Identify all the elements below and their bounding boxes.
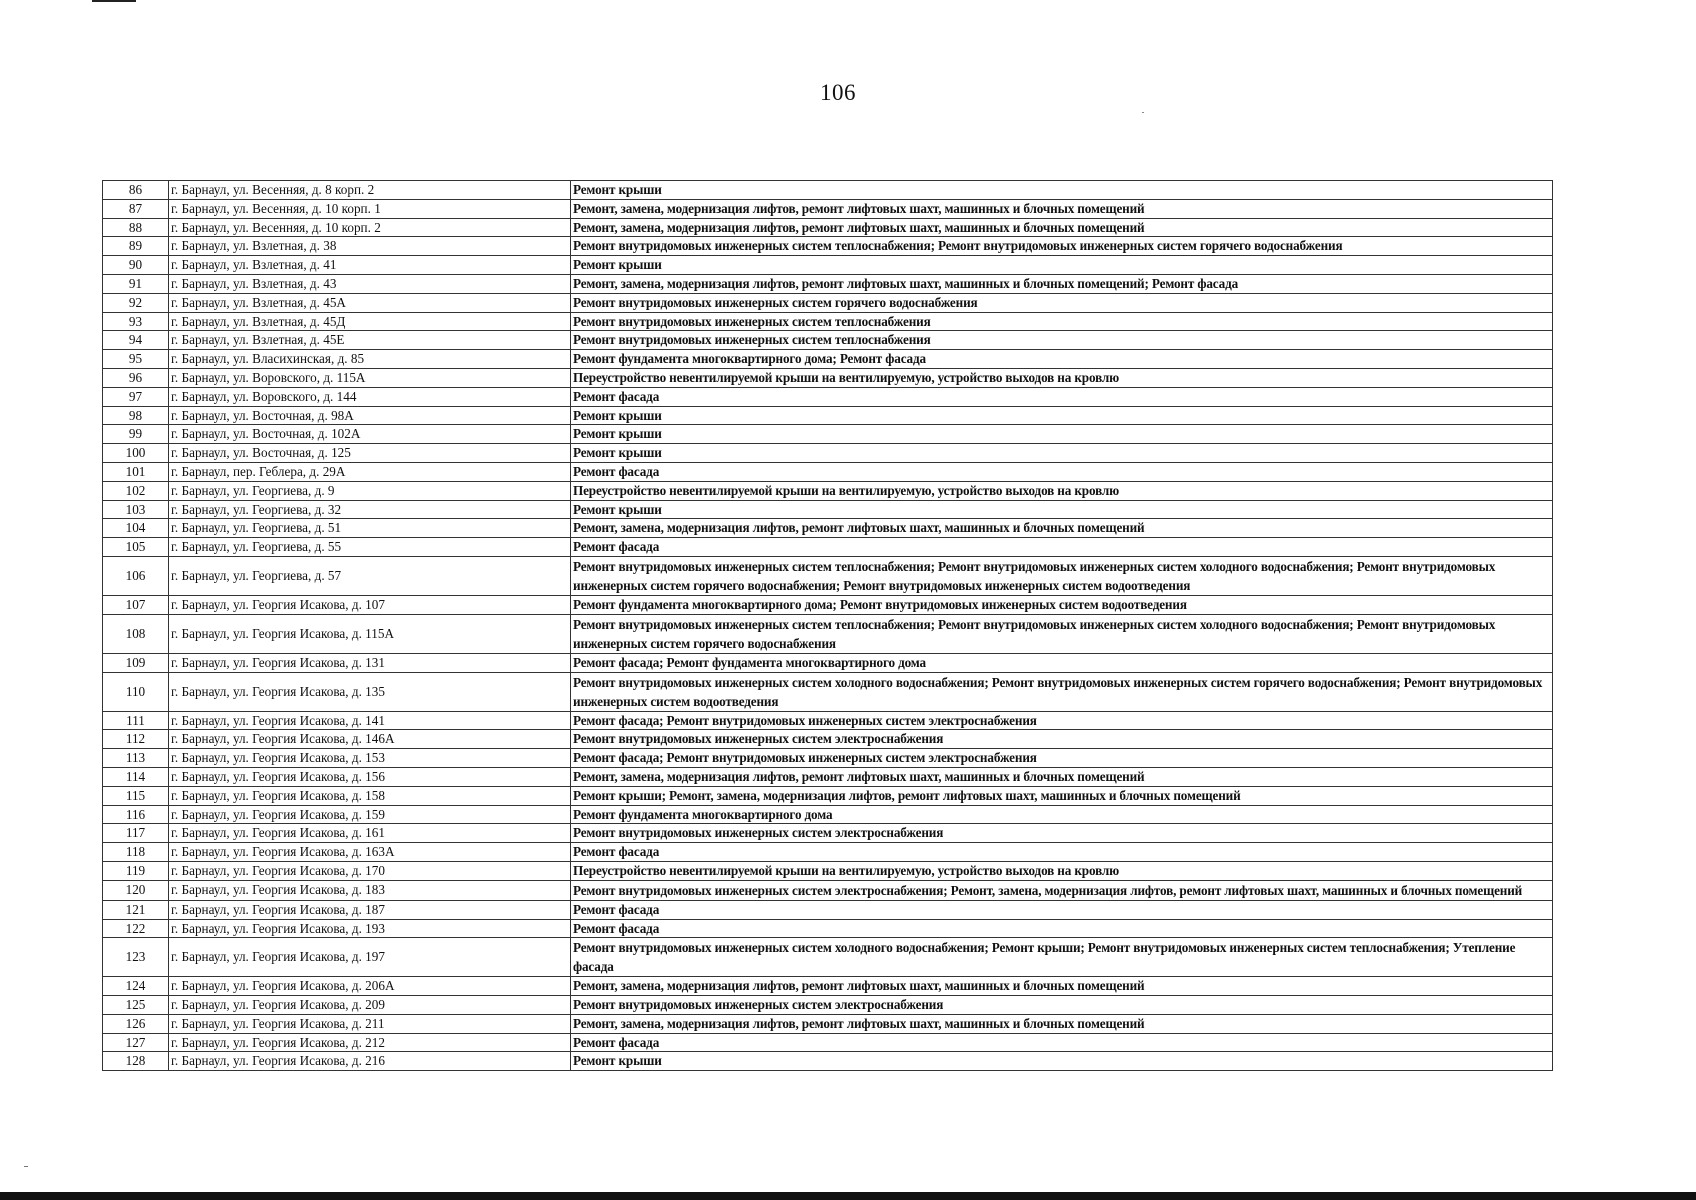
address-cell: г. Барнаул, ул. Георгия Исакова, д. 216 <box>169 1052 571 1071</box>
top-edge-mark <box>92 0 136 2</box>
address-cell: г. Барнаул, ул. Георгия Исакова, д. 156 <box>169 767 571 786</box>
work-type-cell: Ремонт внутридомовых инженерных систем теплоснабжения; Ремонт внутридомовых инженерных систем холодного водоснабжения; Ремонт внутридомовых инженерных систем горячего водоснабжения <box>571 614 1553 653</box>
table-row <box>103 711 1553 730</box>
work-type-cell: Ремонт фасада; Ремонт фундамента многоквартирного дома <box>571 653 1553 672</box>
work-type-cell: Ремонт, замена, модернизация лифтов, ремонт лифтовых шахт, машинных и блочных помещений <box>571 1014 1553 1033</box>
table-row <box>103 218 1553 237</box>
work-type-cell: Ремонт фундамента многоквартирного дома; Ремонт фасада <box>571 350 1553 369</box>
table-body <box>103 181 1553 1071</box>
table-row <box>103 786 1553 805</box>
address-cell: г. Барнаул, ул. Георгия Исакова, д. 115А <box>169 614 571 653</box>
address-cell: г. Барнаул, ул. Георгия Исакова, д. 161 <box>169 824 571 843</box>
work-type-cell: Ремонт, замена, модернизация лифтов, ремонт лифтовых шахт, машинных и блочных помещений <box>571 199 1553 218</box>
work-type-cell: Ремонт, замена, модернизация лифтов, ремонт лифтовых шахт, машинных и блочных помещений <box>571 218 1553 237</box>
table-row <box>103 237 1553 256</box>
row-number-cell: 99 <box>103 425 169 444</box>
work-type-cell: Ремонт фасада; Ремонт внутридомовых инженерных систем электроснабжения <box>571 749 1553 768</box>
table-row <box>103 749 1553 768</box>
work-type-cell: Ремонт внутридомовых инженерных систем электроснабжения <box>571 730 1553 749</box>
row-number-cell: 89 <box>103 237 169 256</box>
work-type-cell: Ремонт фасада <box>571 919 1553 938</box>
address-cell: г. Барнаул, ул. Георгия Исакова, д. 197 <box>169 938 571 977</box>
table-row <box>103 444 1553 463</box>
work-type-cell: Ремонт, замена, модернизация лифтов, ремонт лифтовых шахт, машинных и блочных помещений <box>571 519 1553 538</box>
work-type-cell: Ремонт крыши <box>571 256 1553 275</box>
row-number-cell: 108 <box>103 614 169 653</box>
address-cell: г. Барнаул, ул. Воровского, д. 144 <box>169 387 571 406</box>
address-cell: г. Барнаул, ул. Георгиева, д. 55 <box>169 538 571 557</box>
work-type-cell: Ремонт внутридомовых инженерных систем холодного водоснабжения; Ремонт крыши; Ремонт внутридомовых инженерных систем теплоснабжения; Утепление фасада <box>571 938 1553 977</box>
address-cell: г. Барнаул, ул. Восточная, д. 98А <box>169 406 571 425</box>
table-row <box>103 900 1553 919</box>
row-number-cell: 86 <box>103 181 169 200</box>
row-number-cell: 92 <box>103 293 169 312</box>
table-row <box>103 425 1553 444</box>
address-cell: г. Барнаул, ул. Георгия Исакова, д. 163А <box>169 843 571 862</box>
address-cell: г. Барнаул, ул. Георгия Исакова, д. 212 <box>169 1033 571 1052</box>
row-number-cell: 98 <box>103 406 169 425</box>
table-row <box>103 938 1553 977</box>
row-number-cell: 113 <box>103 749 169 768</box>
address-cell: г. Барнаул, ул. Власихинская, д. 85 <box>169 350 571 369</box>
address-cell: г. Барнаул, ул. Георгия Исакова, д. 159 <box>169 805 571 824</box>
row-number-cell: 109 <box>103 653 169 672</box>
table-row <box>103 653 1553 672</box>
address-cell: г. Барнаул, ул. Георгия Исакова, д. 206А <box>169 977 571 996</box>
table-row <box>103 350 1553 369</box>
work-type-cell: Ремонт внутридомовых инженерных систем электроснабжения <box>571 824 1553 843</box>
work-type-cell: Ремонт внутридомовых инженерных систем теплоснабжения; Ремонт внутридомовых инженерных систем горячего водоснабжения <box>571 237 1553 256</box>
work-type-cell: Ремонт, замена, модернизация лифтов, ремонт лифтовых шахт, машинных и блочных помещений <box>571 767 1553 786</box>
work-type-cell: Ремонт, замена, модернизация лифтов, ремонт лифтовых шахт, машинных и блочных помещений; Ремонт фасада <box>571 274 1553 293</box>
work-type-cell: Ремонт крыши <box>571 1052 1553 1071</box>
table-row <box>103 730 1553 749</box>
address-cell: г. Барнаул, ул. Георгия Исакова, д. 183 <box>169 880 571 900</box>
table-row <box>103 767 1553 786</box>
row-number-cell: 111 <box>103 711 169 730</box>
table-row <box>103 406 1553 425</box>
table-row <box>103 387 1553 406</box>
work-type-cell: Ремонт фасада <box>571 387 1553 406</box>
address-cell: г. Барнаул, ул. Георгия Исакова, д. 170 <box>169 861 571 880</box>
address-cell: г. Барнаул, ул. Воровского, д. 115А <box>169 368 571 387</box>
work-type-cell: Ремонт крыши; Ремонт, замена, модернизация лифтов, ремонт лифтовых шахт, машинных и блочных помещений <box>571 786 1553 805</box>
row-number-cell: 115 <box>103 786 169 805</box>
table-row <box>103 556 1553 595</box>
table-row <box>103 331 1553 350</box>
address-cell: г. Барнаул, ул. Георгия Исакова, д. 141 <box>169 711 571 730</box>
table-row <box>103 595 1553 614</box>
row-number-cell: 105 <box>103 538 169 557</box>
row-number-cell: 110 <box>103 672 169 711</box>
row-number-cell: 88 <box>103 218 169 237</box>
address-cell: г. Барнаул, ул. Весенняя, д. 8 корп. 2 <box>169 181 571 200</box>
table-row <box>103 256 1553 275</box>
table-row <box>103 1033 1553 1052</box>
row-number-cell: 96 <box>103 368 169 387</box>
row-number-cell: 124 <box>103 977 169 996</box>
address-cell: г. Барнаул, ул. Взлетная, д. 45Е <box>169 331 571 350</box>
row-number-cell: 117 <box>103 824 169 843</box>
work-type-cell: Ремонт фасада <box>571 462 1553 481</box>
address-cell: г. Барнаул, ул. Георгиева, д. 51 <box>169 519 571 538</box>
row-number-cell: 93 <box>103 312 169 331</box>
scan-bottom-bar <box>0 1192 1696 1200</box>
work-type-cell: Ремонт, замена, модернизация лифтов, ремонт лифтовых шахт, машинных и блочных помещений <box>571 977 1553 996</box>
work-type-cell: Ремонт крыши <box>571 425 1553 444</box>
table-row <box>103 199 1553 218</box>
work-type-cell: Ремонт крыши <box>571 444 1553 463</box>
table-row <box>103 805 1553 824</box>
work-type-cell: Ремонт крыши <box>571 406 1553 425</box>
table-row <box>103 977 1553 996</box>
address-cell: г. Барнаул, ул. Весенняя, д. 10 корп. 1 <box>169 199 571 218</box>
address-cell: г. Барнаул, ул. Георгиева, д. 32 <box>169 500 571 519</box>
work-type-cell: Ремонт внутридомовых инженерных систем теплоснабжения; Ремонт внутридомовых инженерных систем холодного водоснабжения; Ремонт внутридомовых инженерных систем горячего водоснабжения; Ремонт внутридомовых инженерных систем водоотведения <box>571 556 1553 595</box>
work-type-cell: Ремонт фасада <box>571 538 1553 557</box>
table-row <box>103 462 1553 481</box>
row-number-cell: 100 <box>103 444 169 463</box>
work-type-cell: Переустройство невентилируемой крыши на вентилируемую, устройство выходов на кровлю <box>571 368 1553 387</box>
table-row <box>103 481 1553 500</box>
work-type-cell: Ремонт фасада <box>571 843 1553 862</box>
work-type-cell: Ремонт фасада <box>571 900 1553 919</box>
work-type-cell: Переустройство невентилируемой крыши на вентилируемую, устройство выходов на кровлю <box>571 861 1553 880</box>
table-row <box>103 368 1553 387</box>
address-cell: г. Барнаул, ул. Взлетная, д. 41 <box>169 256 571 275</box>
work-type-cell: Ремонт крыши <box>571 500 1553 519</box>
row-number-cell: 104 <box>103 519 169 538</box>
row-number-cell: 121 <box>103 900 169 919</box>
row-number-cell: 95 <box>103 350 169 369</box>
address-cell: г. Барнаул, ул. Георгия Исакова, д. 158 <box>169 786 571 805</box>
row-number-cell: 119 <box>103 861 169 880</box>
work-type-cell: Ремонт фасада; Ремонт внутридомовых инженерных систем электроснабжения <box>571 711 1553 730</box>
row-number-cell: 90 <box>103 256 169 275</box>
row-number-cell: 116 <box>103 805 169 824</box>
row-number-cell: 106 <box>103 556 169 595</box>
table-row <box>103 293 1553 312</box>
work-type-cell: Ремонт фундамента многоквартирного дома <box>571 805 1553 824</box>
address-cell: г. Барнаул, ул. Георгия Исакова, д. 146А <box>169 730 571 749</box>
row-number-cell: 123 <box>103 938 169 977</box>
table-row <box>103 861 1553 880</box>
address-cell: г. Барнаул, ул. Георгия Исакова, д. 107 <box>169 595 571 614</box>
table-row <box>103 880 1553 900</box>
row-number-cell: 107 <box>103 595 169 614</box>
address-cell: г. Барнаул, ул. Георгиева, д. 57 <box>169 556 571 595</box>
page-number: 106 <box>820 80 856 105</box>
work-type-cell: Ремонт крыши <box>571 181 1553 200</box>
address-cell: г. Барнаул, ул. Георгия Исакова, д. 135 <box>169 672 571 711</box>
row-number-cell: 122 <box>103 919 169 938</box>
work-type-cell: Ремонт внутридомовых инженерных систем холодного водоснабжения; Ремонт внутридомовых инженерных систем горячего водоснабжения; Ремонт внутридомовых инженерных систем водоотведения <box>571 672 1553 711</box>
work-type-cell: Переустройство невентилируемой крыши на вентилируемую, устройство выходов на кровлю <box>571 481 1553 500</box>
table-row <box>103 538 1553 557</box>
table-row <box>103 824 1553 843</box>
table-row <box>103 500 1553 519</box>
address-cell: г. Барнаул, ул. Георгия Исакова, д. 187 <box>169 900 571 919</box>
address-cell: г. Барнаул, ул. Взлетная, д. 45А <box>169 293 571 312</box>
row-number-cell: 118 <box>103 843 169 862</box>
work-type-cell: Ремонт внутридомовых инженерных систем теплоснабжения <box>571 312 1553 331</box>
table-row <box>103 919 1553 938</box>
work-type-cell: Ремонт внутридомовых инженерных систем электроснабжения <box>571 996 1553 1015</box>
work-type-cell: Ремонт внутридомовых инженерных систем теплоснабжения <box>571 331 1553 350</box>
row-number-cell: 103 <box>103 500 169 519</box>
scan-speck <box>1142 112 1144 113</box>
row-number-cell: 127 <box>103 1033 169 1052</box>
table-row <box>103 274 1553 293</box>
table-row <box>103 312 1553 331</box>
address-cell: г. Барнаул, ул. Взлетная, д. 43 <box>169 274 571 293</box>
repair-schedule-table <box>102 180 1553 1071</box>
address-cell: г. Барнаул, ул. Георгия Исакова, д. 153 <box>169 749 571 768</box>
address-cell: г. Барнаул, ул. Георгиева, д. 9 <box>169 481 571 500</box>
work-type-cell: Ремонт фасада <box>571 1033 1553 1052</box>
address-cell: г. Барнаул, ул. Взлетная, д. 45Д <box>169 312 571 331</box>
address-cell: г. Барнаул, ул. Георгия Исакова, д. 193 <box>169 919 571 938</box>
row-number-cell: 91 <box>103 274 169 293</box>
address-cell: г. Барнаул, ул. Взлетная, д. 38 <box>169 237 571 256</box>
row-number-cell: 125 <box>103 996 169 1015</box>
row-number-cell: 126 <box>103 1014 169 1033</box>
row-number-cell: 128 <box>103 1052 169 1071</box>
table-row <box>103 519 1553 538</box>
address-cell: г. Барнаул, ул. Весенняя, д. 10 корп. 2 <box>169 218 571 237</box>
work-type-cell: Ремонт фундамента многоквартирного дома; Ремонт внутридомовых инженерных систем водоотведения <box>571 595 1553 614</box>
row-number-cell: 87 <box>103 199 169 218</box>
address-cell: г. Барнаул, ул. Восточная, д. 102А <box>169 425 571 444</box>
row-number-cell: 120 <box>103 880 169 900</box>
address-cell: г. Барнаул, ул. Восточная, д. 125 <box>169 444 571 463</box>
row-number-cell: 94 <box>103 331 169 350</box>
row-number-cell: 101 <box>103 462 169 481</box>
table-row <box>103 843 1553 862</box>
row-number-cell: 97 <box>103 387 169 406</box>
table-row <box>103 1014 1553 1033</box>
table-row <box>103 1052 1553 1071</box>
scan-tick <box>24 1166 28 1167</box>
address-cell: г. Барнаул, ул. Георгия Исакова, д. 131 <box>169 653 571 672</box>
address-cell: г. Барнаул, пер. Геблера, д. 29А <box>169 462 571 481</box>
table-row <box>103 672 1553 711</box>
table-row <box>103 614 1553 653</box>
work-type-cell: Ремонт внутридомовых инженерных систем электроснабжения; Ремонт, замена, модернизация лифтов, ремонт лифтовых шахт, машинных и блочных помещений <box>571 880 1553 900</box>
row-number-cell: 112 <box>103 730 169 749</box>
table-row <box>103 181 1553 200</box>
address-cell: г. Барнаул, ул. Георгия Исакова, д. 209 <box>169 996 571 1015</box>
row-number-cell: 114 <box>103 767 169 786</box>
row-number-cell: 102 <box>103 481 169 500</box>
table-row <box>103 996 1553 1015</box>
work-type-cell: Ремонт внутридомовых инженерных систем горячего водоснабжения <box>571 293 1553 312</box>
address-cell: г. Барнаул, ул. Георгия Исакова, д. 211 <box>169 1014 571 1033</box>
